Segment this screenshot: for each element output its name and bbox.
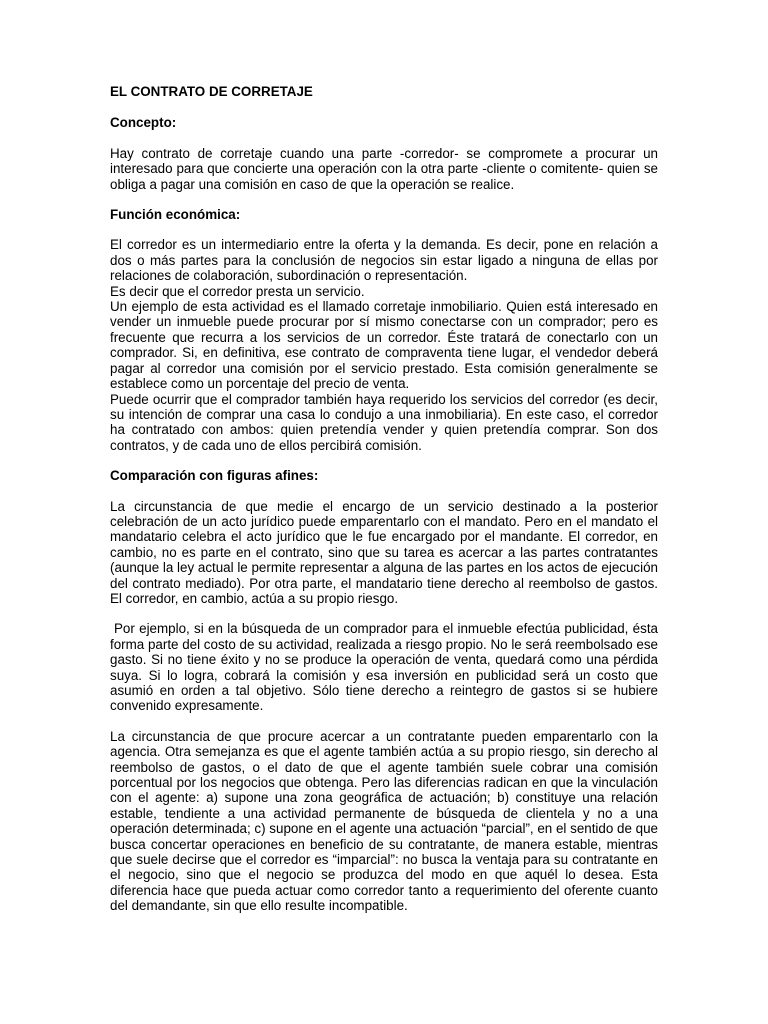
paragraph-comparacion-ejemplo: Por ejemplo, si en la búsqueda de un comprador para el inmueble efectúa publicidad, ésta forma parte del costo de su actividad, realizada a riesgo propio. No le será reembolsado ese gasto. Si no tiene éxito y no se produce la operación de venta, quedará como una pérdida suya. Si lo logra, cobrará la comisión y esa inversión en publicidad será un costo que asumió en orden a tal objetivo. Sólo tiene derecho a reintegro de gastos si se hubiere convenido expresamente. bbox=[110, 621, 658, 714]
section-heading-concepto: Concepto: bbox=[110, 115, 177, 131]
document-page bbox=[110, 84, 658, 914]
section-heading-funcion-economica: Función económica: bbox=[110, 207, 241, 223]
paragraph-concepto: Hay contrato de corretaje cuando una parte -corredor- se compromete a procurar un interesado para que concierte una operación con la otra parte -cliente o comitente- quien se obliga a pagar una comisión en caso de que la operación se realice. bbox=[110, 145, 658, 192]
paragraph-comparacion-mandato: La circunstancia de que medie el encargo de un servicio destinado a la posterior celebración de un acto jurídico puede emparentarlo con el mandato. Pero en el mandato el mandatario celebra el acto jurídico que le fue encargado por el mandante. El corredor, en cambio, no es parte en el contrato, sino que su tarea es acercar a las partes contratantes (aunque la ley actual le permite representar a alguna de las partes en los actos de ejecución del contrato mediado). Por otra parte, el mandatario tiene derecho al reembolso de gastos. El corredor, en cambio, actúa a su propio riesgo. bbox=[110, 498, 658, 606]
paragraph-funcion-3: Un ejemplo de esta actividad es el llamado corretaje inmobiliario. Quien está interesado en vender un inmueble puede procurar por sí mismo conectarse con un comprador; pero es frecuente que recurra a los servicios de un corredor. Éste tratará de conectarlo con un comprador. Si, en definitiva, ese contrato de compraventa tiene lugar, el vendedor deberá pagar al corredor una comisión por el servicio prestado. Esta comisión generalmente se establece como un porcentaje del precio de venta. bbox=[110, 299, 658, 392]
section-heading-comparacion: Comparación con figuras afines: bbox=[110, 468, 319, 484]
paragraph-comparacion-agencia: La circunstancia de que procure acercar a un contratante pueden emparentarlo con la agencia. Otra semejanza es que el agente también actúa a su propio riesgo, sin derecho al reembolso de gastos, o el dato de que el agente también suele cobrar una comisión porcentual por los negocios que obtenga. Pero las diferencias radican en que la vinculación con el agente: a) supone una zona geográfica de actuación; b) constituye una relación estable, tendiente a una actividad permanente de búsqueda de clientela y no a una operación determinada; c) supone en el agente una actuación “parcial”, en el sentido de que busca concertar operaciones en beneficio de su contratante, de manera estable, mientras que suele decirse que el corredor es “imparcial”: no busca la ventaja para su contratante en el negocio, sino que el negocio se produzca del modo en que aquél lo desea. Esta diferencia hace que pueda actuar como corredor tanto a requerimiento del oferente cuanto del demandante, sin que ello resulte incompatible. bbox=[110, 728, 658, 914]
paragraph-funcion-1: El corredor es un intermediario entre la oferta y la demanda. Es decir, pone en relación a dos o más partes para la conclusión de negocios sin estar ligado a ninguna de ellas por relaciones de colaboración, subordinación o representación. bbox=[110, 237, 658, 284]
document-title: EL CONTRATO DE CORRETAJE bbox=[110, 84, 313, 99]
paragraph-funcion-2: Es decir que el corredor presta un servicio. bbox=[110, 283, 365, 299]
paragraph-funcion-4: Puede ocurrir que el comprador también haya requerido los servicios del corredor (es decir, su intención de comprar una casa lo condujo a una inmobiliaria). En este caso, el corredor ha contratado con ambos: quien pretendía vender y quien pretendía comprar. Son dos contratos, y de cada uno de ellos percibirá comisión. bbox=[110, 391, 658, 453]
